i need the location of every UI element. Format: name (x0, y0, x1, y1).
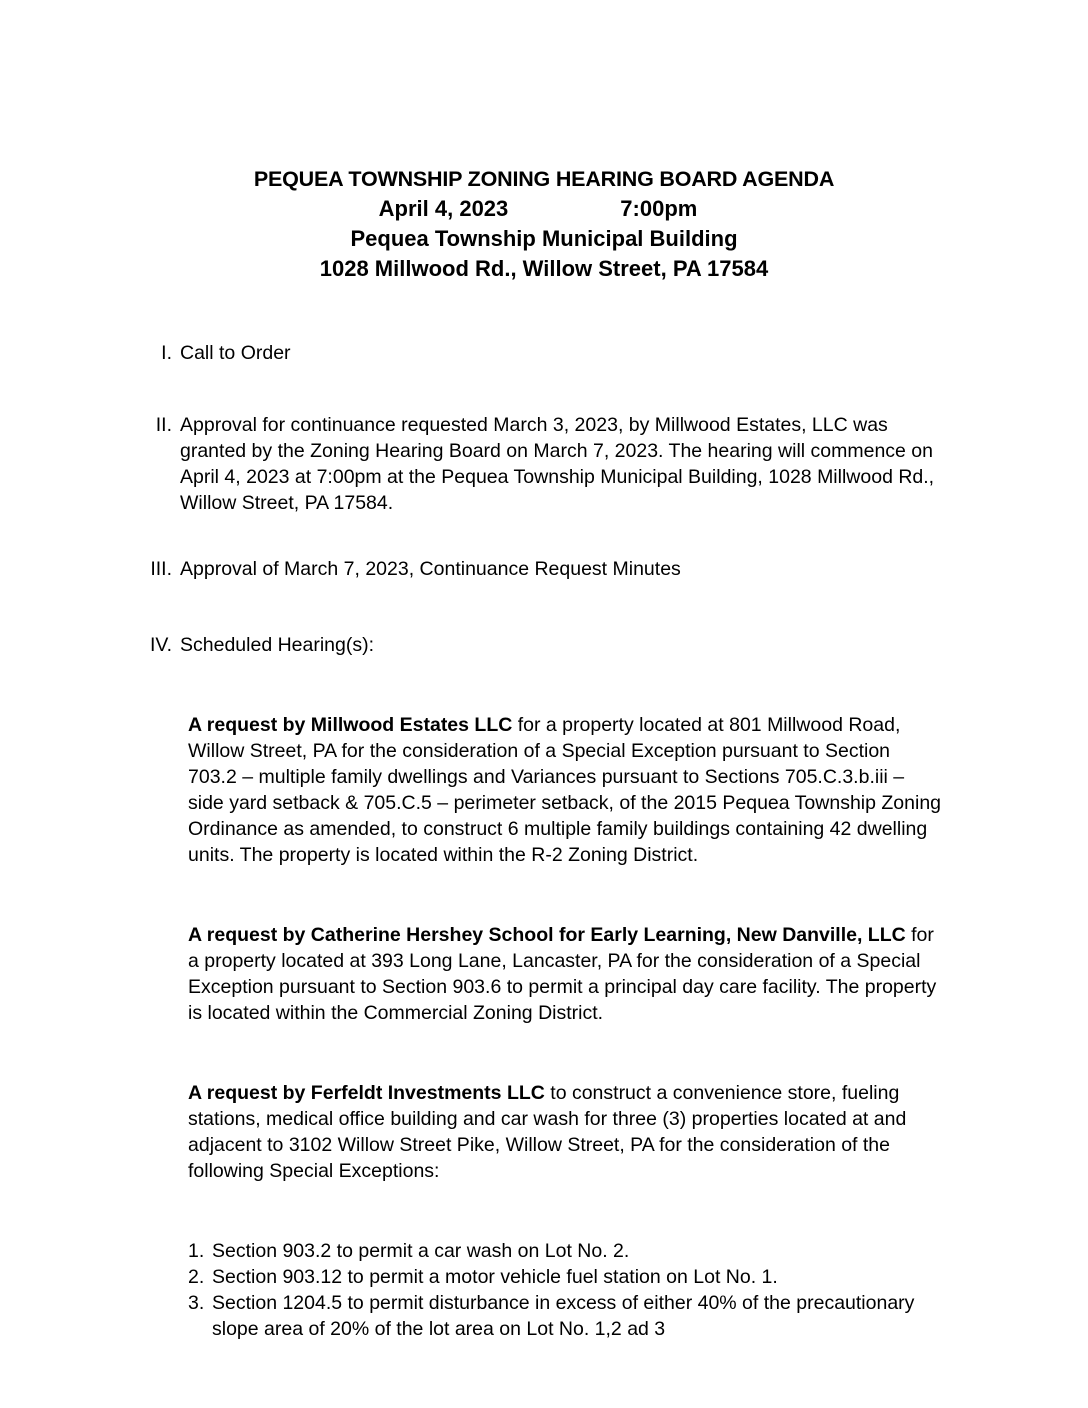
hearing-applicant-name: A request by Ferfeldt Investments LLC (188, 1082, 545, 1104)
hearing-applicant-name: A request by Catherine Hershey School for Early Learning, New Danville, LLC (188, 924, 906, 946)
hearing-request-ferfeldt-investments (188, 1080, 944, 1184)
list-item (188, 1238, 944, 1264)
spacer (0, 1184, 1088, 1238)
agenda-item-approval-continuance (0, 412, 1088, 516)
list-item-marker: 3. (188, 1292, 205, 1314)
hearing-description: for a property located at 801 Millwood Road, Willow Street, PA for the consideration of a Special Exception pursuant to Section 703.2 – multiple family dwellings and Variances pursuant to Sections 705.C.3.b.iii – side yard setback & 705.C.5 – perimeter setback, of the 2015 Pequea Township Zoning Ordinance as amended, to construct 6 multiple family buildings containing 42 dwelling units. The property is located within the R-2 Zoning District. (188, 714, 942, 866)
hearing-address: 1028 Millwood Rd., Willow Street, PA 17584 (319, 256, 769, 281)
agenda-numeral: II. (155, 414, 172, 436)
hearing-venue: Pequea Township Municipal Building (350, 226, 738, 251)
document-header (0, 164, 1088, 284)
hearing-time: 7:00pm (620, 196, 698, 221)
agenda-item-text: Call to Order (180, 342, 291, 364)
agenda-body (0, 340, 1088, 1342)
hearing-request-catherine-hershey-school (188, 922, 944, 1026)
spacer (0, 868, 1088, 922)
agenda-numeral: I. (161, 342, 172, 364)
agenda-item-scheduled-hearings (0, 632, 1088, 658)
list-item-marker: 2. (188, 1266, 205, 1288)
agenda-item-text: Approval for continuance requested March 3, 2023, by Millwood Estates, LLC was granted by the Zoning Hearing Board on March 7, 2023. The hearing will commence on April 4, 2023 at 7:00pm at the Pequea Township Municipal Building, 1028 Millwood Rd., Willow Street, PA 17584. (180, 414, 935, 514)
list-item-text: Section 903.12 to permit a motor vehicle fuel station on Lot No. 1. (212, 1266, 778, 1288)
agenda-item-text: Approval of March 7, 2023, Continuance Request Minutes (180, 558, 681, 580)
spacer (0, 516, 1088, 556)
agenda-item-text: Scheduled Hearing(s): (180, 634, 375, 656)
list-item-marker: 1. (188, 1240, 205, 1262)
list-item-text: Section 903.2 to permit a car wash on Lot No. 2. (212, 1240, 630, 1262)
list-item-text: Section 1204.5 to permit disturbance in excess of either 40% of the precautionary slope area of 20% of the lot area on Lot No. 1,2 ad 3 (212, 1292, 915, 1340)
spacer (0, 582, 1088, 632)
list-item (188, 1264, 944, 1290)
agenda-numeral: III. (150, 558, 172, 580)
hearing-date: April 4, 2023 (378, 196, 509, 221)
hearing-request-millwood-estates (188, 712, 944, 868)
list-item (188, 1290, 944, 1342)
agenda-numeral: IV. (149, 634, 172, 656)
spacer (0, 658, 1088, 712)
spacer (0, 366, 1088, 412)
hearing-applicant-name: A request by Millwood Estates LLC (188, 714, 513, 736)
spacer (0, 1026, 1088, 1080)
page-title: PEQUEA TOWNSHIP ZONING HEARING BOARD AGENDA (253, 167, 835, 191)
special-exceptions-list (188, 1238, 944, 1342)
agenda-item-approval-minutes (0, 556, 1088, 582)
hearing-description: for a property located at 393 Long Lane, Lancaster, PA for the consideration of a Special Exception pursuant to Section 903.6 to permit a principal day care facility. The property is located within the Commercial Zoning District. (188, 924, 937, 1024)
agenda-item-call-to-order (0, 340, 1088, 366)
header-date-time-line (0, 194, 1088, 224)
hearing-description: to construct a convenience store, fueling stations, medical office building and car wash for three (3) properties located at and adjacent to 3102 Willow Street Pike, Willow Street, PA for the consideration of the following Special Exceptions: (188, 1082, 907, 1182)
